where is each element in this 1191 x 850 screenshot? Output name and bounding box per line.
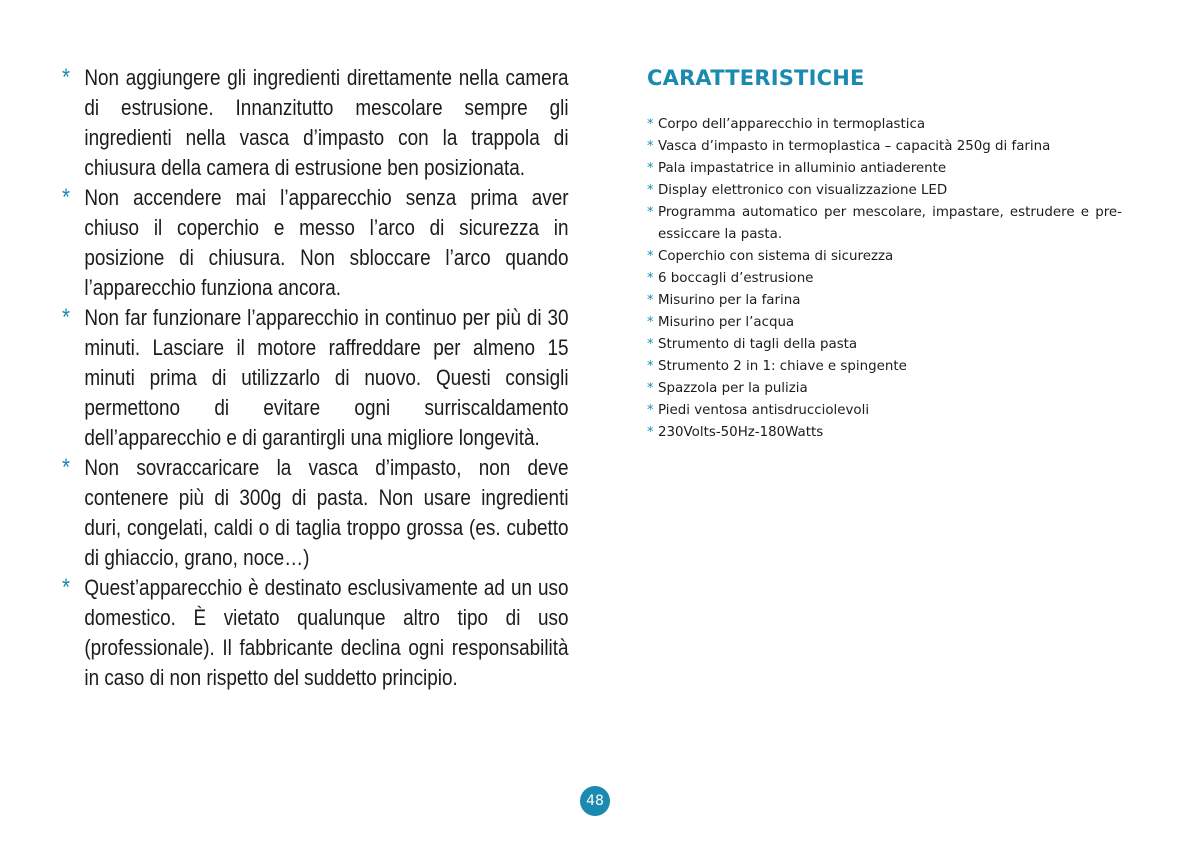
feature-text: Pala impastatrice in alluminio antiaderente	[658, 161, 947, 176]
feature-text: Piedi ventosa antisdrucciolevoli	[658, 403, 870, 418]
feature-item	[647, 378, 1122, 400]
feature-item	[647, 158, 1122, 180]
asterisk-icon: *	[647, 337, 654, 352]
feature-item	[647, 334, 1122, 356]
warning-item	[62, 303, 569, 453]
feature-item	[647, 180, 1122, 202]
asterisk-icon: *	[647, 249, 654, 264]
warning-item	[62, 63, 569, 183]
feature-text: Vasca d’impasto in termoplastica – capacità 250g di farina	[658, 139, 1051, 154]
warnings-column	[62, 63, 569, 693]
warning-text: Quest’apparecchio è destinato esclusivamente ad un uso domestico. È vietato qualunque altro tipo di uso (professionale). Il fabbricante declina ogni responsabilità in caso di non rispetto del suddetto principio.	[84, 575, 569, 690]
asterisk-icon: *	[647, 117, 654, 132]
warning-text: Non accendere mai l’apparecchio senza prima aver chiuso il coperchio e messo l’arco di sicurezza in posizione di chiusura. Non sbloccare l’arco quando l’apparecchio funziona ancora.	[84, 185, 569, 300]
asterisk-icon: *	[647, 425, 654, 440]
warning-item	[62, 573, 569, 693]
asterisk-icon: *	[647, 315, 654, 330]
asterisk-icon: *	[62, 64, 71, 91]
feature-item	[647, 114, 1122, 136]
feature-item	[647, 136, 1122, 158]
feature-text: Corpo dell’apparecchio in termoplastica	[658, 117, 926, 132]
feature-text: Coperchio con sistema di sicurezza	[658, 249, 894, 264]
feature-text: Misurino per la farina	[658, 293, 801, 308]
feature-item	[647, 312, 1122, 334]
feature-text: Spazzola per la pulizia	[658, 381, 808, 396]
feature-item	[647, 246, 1122, 268]
asterisk-icon: *	[647, 183, 654, 198]
warning-text: Non aggiungere gli ingredienti direttamente nella camera di estrusione. Innanzitutto mescolare sempre gli ingredienti nella vasca d’impasto con la trappola di chiusura della camera di estrusione ben posizionata.	[84, 65, 569, 180]
features-heading: CARATTERISTICHE	[647, 66, 865, 90]
feature-text: 6 boccagli d’estrusione	[658, 271, 814, 286]
feature-text: Strumento 2 in 1: chiave e spingente	[658, 359, 907, 374]
warning-item	[62, 453, 569, 573]
feature-text: Display elettronico con visualizzazione LED	[658, 183, 948, 198]
warning-text: Non sovraccaricare la vasca d’impasto, non deve contenere più di 300g di pasta. Non usare ingredienti duri, congelati, caldi o di taglia troppo grossa (es. cubetto di ghiaccio, grano, noce…)	[84, 455, 569, 570]
asterisk-icon: *	[62, 454, 71, 481]
asterisk-icon: *	[62, 304, 71, 331]
feature-text: Strumento di tagli della pasta	[658, 337, 858, 352]
asterisk-icon: *	[647, 381, 654, 396]
feature-item	[647, 422, 1122, 444]
feature-item	[647, 202, 1122, 246]
asterisk-icon: *	[647, 161, 654, 176]
asterisk-icon: *	[647, 139, 654, 154]
asterisk-icon: *	[62, 184, 71, 211]
warning-item	[62, 183, 569, 303]
feature-item	[647, 290, 1122, 312]
feature-item	[647, 268, 1122, 290]
feature-text: Misurino per l’acqua	[658, 315, 795, 330]
asterisk-icon: *	[647, 271, 654, 286]
asterisk-icon: *	[647, 205, 654, 220]
asterisk-icon: *	[647, 293, 654, 308]
feature-item	[647, 400, 1122, 422]
feature-item	[647, 356, 1122, 378]
asterisk-icon: *	[647, 403, 654, 418]
asterisk-icon: *	[62, 574, 71, 601]
features-column	[647, 66, 1122, 444]
warning-text: Non far funzionare l’apparecchio in continuo per più di 30 minuti. Lasciare il motore raffreddare per almeno 15 minuti prima di utilizzarlo di nuovo. Questi consigli permettono di evitare ogni surriscaldamento dell’apparecchio e di garantirgli una migliore longevità.	[84, 305, 569, 450]
feature-text: Programma automatico per mescolare, impastare, estrudere e pre-essiccare la pasta.	[658, 205, 1122, 242]
page-number-badge: 48	[580, 786, 610, 816]
feature-text: 230Volts-50Hz-180Watts	[658, 425, 824, 440]
asterisk-icon: *	[647, 359, 654, 374]
